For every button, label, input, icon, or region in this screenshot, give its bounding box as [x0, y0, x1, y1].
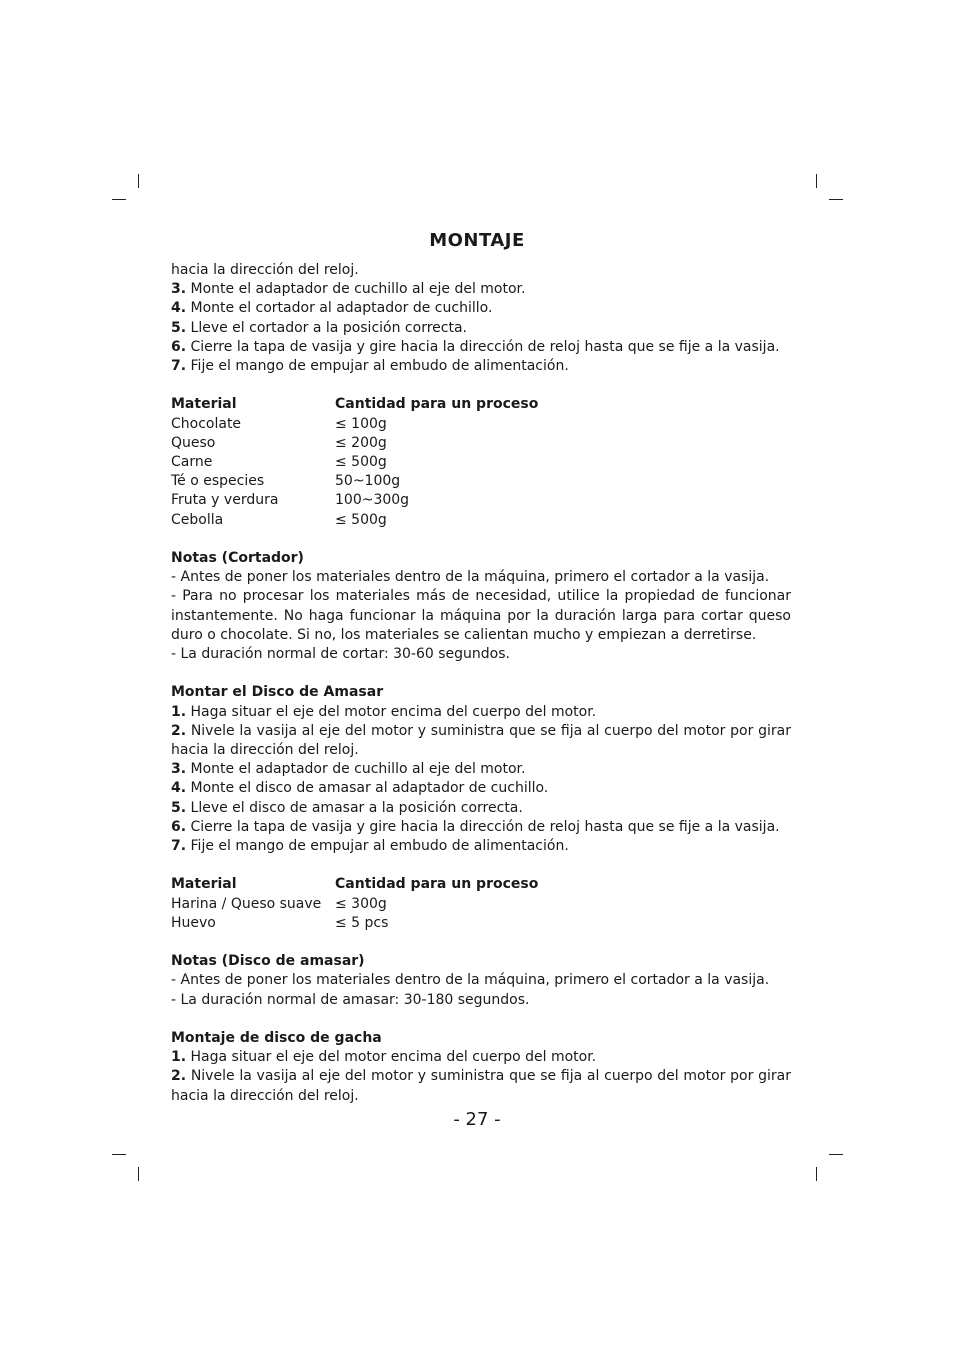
table-row — [171, 511, 791, 530]
table-cell-quantity: ≤ 100g — [335, 415, 387, 432]
section-heading: Montaje de disco de gacha — [171, 1030, 382, 1047]
step-text: Monte el adaptador de cuchillo al eje del motor. — [190, 761, 526, 778]
notes-disco-section — [171, 952, 791, 1010]
table-header-row — [171, 875, 791, 894]
step-text: Lleve el disco de amasar a la posición correcta. — [190, 799, 523, 816]
step-number: 4. — [171, 780, 187, 797]
disco-gacha-section — [171, 1029, 791, 1106]
table-row — [171, 415, 791, 434]
crop-mark-top-left-vertical — [138, 174, 139, 188]
intro-continuation: hacia la dirección del reloj. — [171, 262, 359, 278]
step-text: Haga situar el eje del motor encima del cuerpo del motor. — [190, 703, 597, 720]
step-number: 2. — [171, 722, 187, 739]
list-item — [171, 1067, 791, 1105]
list-item — [171, 1048, 791, 1067]
crop-mark-bottom-left-horizontal — [112, 1154, 126, 1155]
step-text: Fije el mango de empujar al embudo de alimentación. — [190, 838, 569, 855]
quantity-table-cortador — [171, 395, 791, 529]
list-item — [171, 357, 791, 376]
table-row — [171, 472, 791, 491]
step-text: Fije el mango de empujar al embudo de alimentación. — [190, 358, 569, 375]
step-number: 6. — [171, 818, 187, 835]
step-number: 7. — [171, 838, 187, 855]
table-header-material: Material — [171, 876, 237, 893]
table-row — [171, 491, 791, 510]
note-paragraph: - Antes de poner los materiales dentro de la máquina, primero el cortador a la vasija. — [171, 569, 770, 586]
step-number: 3. — [171, 281, 187, 298]
step-text: Nivele la vasija al eje del motor y suministra que se fija al cuerpo del motor por girar hacia la dirección del reloj. — [171, 1068, 791, 1104]
document-body — [171, 261, 791, 1106]
intro-steps — [171, 280, 791, 376]
crop-mark-top-left-horizontal — [112, 199, 126, 200]
crop-mark-bottom-right-horizontal — [829, 1154, 843, 1155]
step-text: Cierre la tapa de vasija y gire hacia la dirección de reloj hasta que se fije a la vasija. — [190, 818, 780, 835]
step-number: 5. — [171, 319, 187, 336]
step-text: Cierre la tapa de vasija y gire hacia la dirección de reloj hasta que se fije a la vasija. — [190, 338, 780, 355]
step-text: Nivele la vasija al eje del motor y suministra que se fija al cuerpo del motor por girar hacia la dirección del reloj. — [171, 722, 791, 759]
table-row — [171, 914, 791, 933]
table-header-quantity: Cantidad para un proceso — [335, 876, 539, 893]
table-cell-material: Queso — [171, 434, 216, 451]
list-item — [171, 760, 791, 779]
table-cell-material: Chocolate — [171, 415, 242, 432]
crop-mark-bottom-right-vertical — [816, 1167, 817, 1181]
list-item — [171, 319, 791, 338]
step-number: 4. — [171, 300, 187, 317]
table-cell-quantity: ≤ 500g — [335, 511, 387, 528]
section-heading: Notas (Cortador) — [171, 550, 304, 567]
table-cell-material: Huevo — [171, 914, 216, 931]
step-text: Monte el cortador al adaptador de cuchillo. — [190, 300, 493, 317]
table-cell-material: Cebolla — [171, 511, 224, 528]
note-paragraph: - Para no procesar los materiales más de necesidad, utilice la propiedad de funcionar instantemente. No haga funcionar la máquina por la duración larga para cortar queso duro o chocolate. Si no, los materiales se calientan mucho y empiezan a derretirse. — [171, 588, 791, 643]
section-heading: Montar el Disco de Amasar — [171, 684, 384, 701]
step-number: 1. — [171, 1049, 187, 1066]
list-item — [171, 818, 791, 837]
step-number: 5. — [171, 799, 187, 816]
list-item — [171, 280, 791, 299]
note-paragraph: - La duración normal de cortar: 30-60 segundos. — [171, 646, 510, 663]
table-header-material: Material — [171, 396, 237, 413]
quantity-table-amasar — [171, 875, 791, 933]
notes-cortador-section — [171, 549, 791, 664]
table-header-row — [171, 395, 791, 414]
page-number: - 27 - — [453, 1109, 501, 1130]
section-heading: Notas (Disco de amasar) — [171, 953, 365, 970]
crop-mark-top-right-horizontal — [829, 199, 843, 200]
crop-mark-top-right-vertical — [816, 174, 817, 188]
step-text: Monte el disco de amasar al adaptador de cuchillo. — [190, 780, 549, 797]
page-title: MONTAJE — [429, 230, 525, 251]
step-number: 1. — [171, 703, 187, 720]
table-cell-quantity: ≤ 200g — [335, 434, 387, 451]
table-cell-material: Fruta y verdura — [171, 492, 279, 509]
list-item — [171, 779, 791, 798]
list-item — [171, 837, 791, 856]
table-header-quantity: Cantidad para un proceso — [335, 396, 539, 413]
step-number: 2. — [171, 1068, 187, 1085]
table-cell-quantity: 100~300g — [335, 492, 410, 509]
table-row — [171, 434, 791, 453]
crop-mark-bottom-left-vertical — [138, 1167, 139, 1181]
table-cell-material: Té o especies — [171, 473, 265, 490]
list-item — [171, 722, 791, 760]
note-paragraph: - La duración normal de amasar: 30-180 segundos. — [171, 991, 530, 1008]
step-text: Lleve el cortador a la posición correcta. — [190, 319, 467, 336]
disco-amasar-section — [171, 683, 791, 856]
step-text: Monte el adaptador de cuchillo al eje del motor. — [190, 281, 526, 298]
table-row — [171, 895, 791, 914]
table-cell-material: Harina / Queso suave — [171, 895, 322, 912]
table-row — [171, 453, 791, 472]
table-cell-material: Carne — [171, 454, 213, 471]
list-item — [171, 799, 791, 818]
step-number: 3. — [171, 761, 187, 778]
list-item — [171, 299, 791, 318]
list-item — [171, 703, 791, 722]
table-cell-quantity: ≤ 300g — [335, 895, 387, 912]
table-cell-quantity: ≤ 5 pcs — [335, 914, 389, 931]
table-cell-quantity: 50~100g — [335, 473, 401, 490]
note-paragraph: - Antes de poner los materiales dentro de la máquina, primero el cortador a la vasija. — [171, 972, 770, 989]
step-number: 6. — [171, 338, 187, 355]
step-number: 7. — [171, 358, 187, 375]
table-cell-quantity: ≤ 500g — [335, 454, 387, 471]
step-text: Haga situar el eje del motor encima del cuerpo del motor. — [190, 1049, 597, 1066]
list-item — [171, 338, 791, 357]
